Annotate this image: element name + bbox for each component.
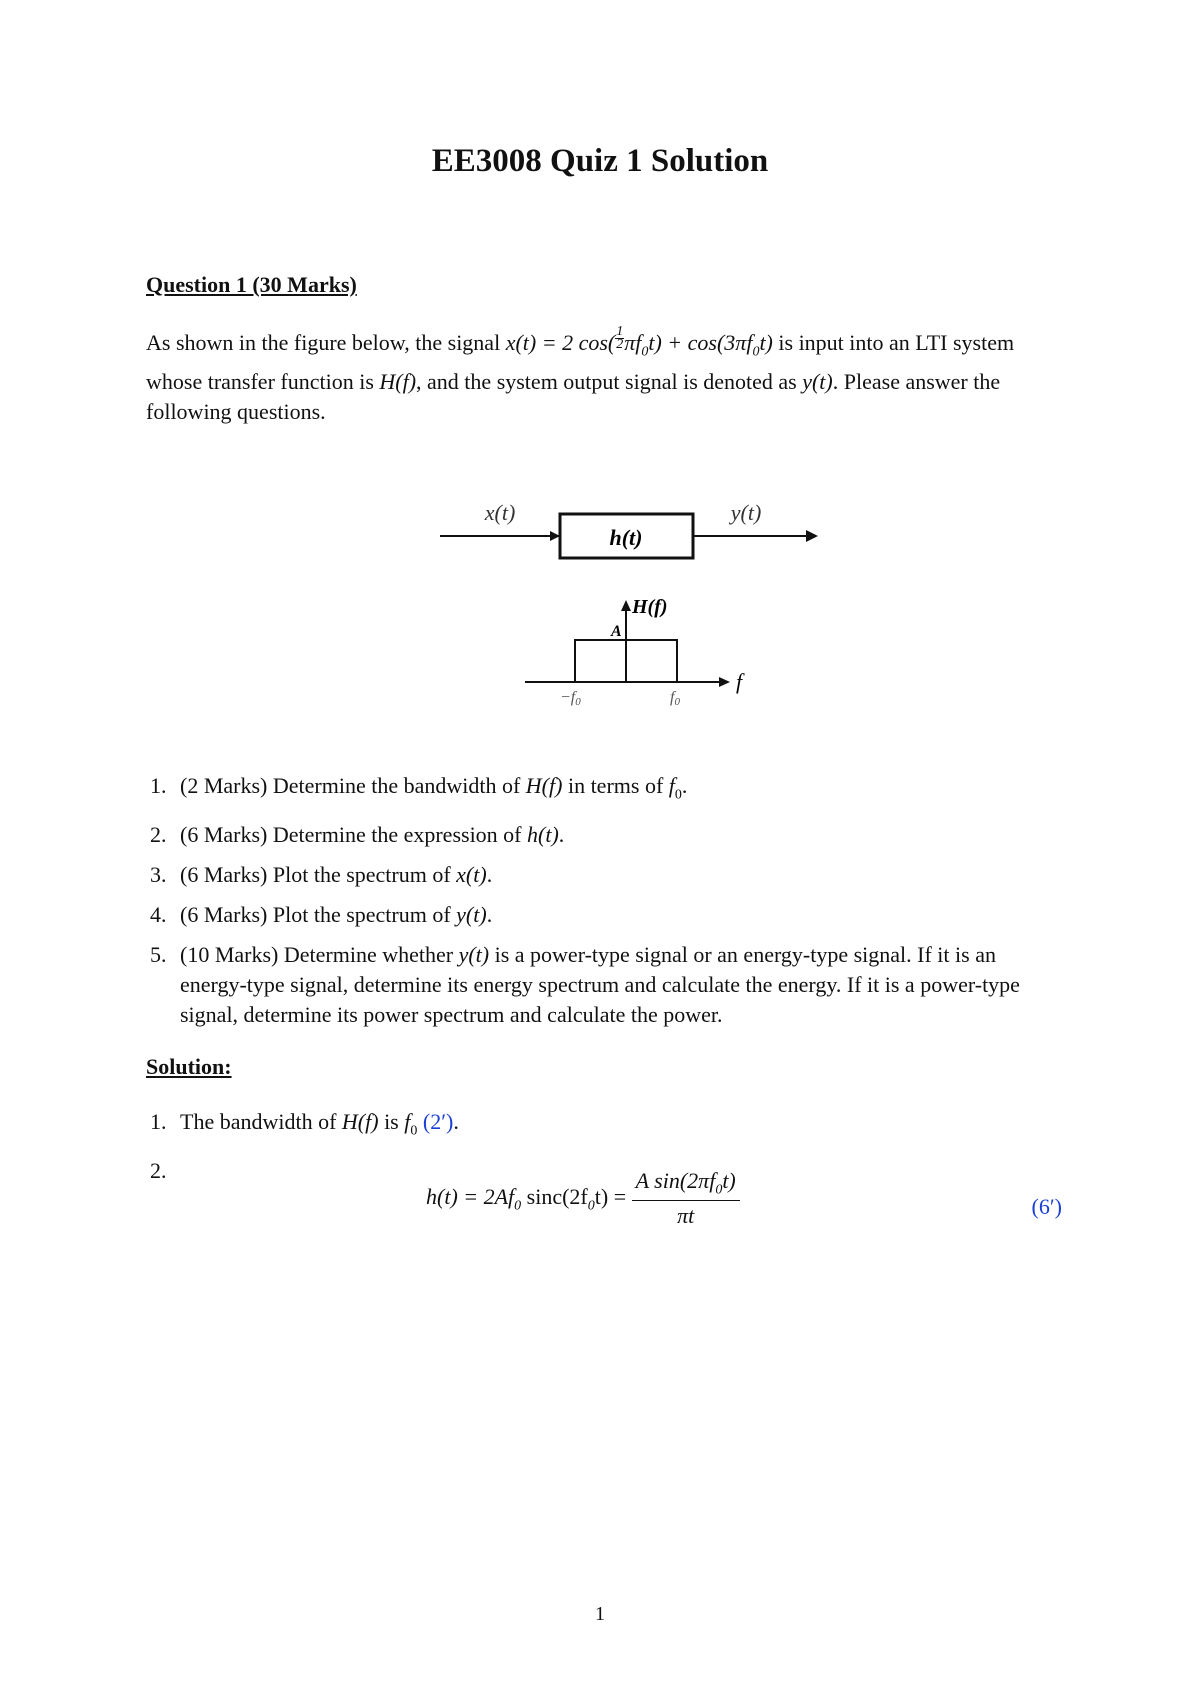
question-list bbox=[146, 771, 1062, 1040]
block-label: h(t) bbox=[609, 525, 643, 550]
intro-text-3: , and the system output signal is denoted as bbox=[416, 369, 803, 395]
question-item-2: 2. (6 Marks) Determine the expression of h(t). bbox=[150, 822, 565, 848]
solution-equation bbox=[146, 1168, 1062, 1248]
intro-text-2: is input into an LTI system whose transfer function is bbox=[146, 330, 1015, 395]
equation-fraction: $\frac{A \sin(2\pi f_0t)}{\pi t}$ bbox=[632, 1168, 740, 1229]
solution-1-mark: (2′) bbox=[422, 1109, 454, 1134]
f-axis-arrowhead bbox=[719, 677, 730, 687]
output-arrowhead bbox=[806, 530, 818, 542]
page-title: EE3008 Quiz 1 Solution bbox=[431, 143, 769, 179]
page-number: 1 bbox=[595, 1603, 605, 1625]
intro-text-4: . Please answer the following questions. bbox=[146, 369, 1001, 425]
yt-symbol: y(t) bbox=[802, 369, 833, 395]
Hf-symbol: H(f) bbox=[379, 369, 417, 395]
output-label: y(t) bbox=[730, 500, 762, 525]
H-label: H(f) bbox=[632, 596, 668, 618]
f-label: f bbox=[736, 669, 743, 694]
input-label: x(t) bbox=[484, 500, 516, 525]
x-equation: x(t) = 2 cos( $\frac{1}{2}$ $\pi f_0t) + \cos(3\pi f_0t)$ bbox=[505, 324, 773, 360]
neg-f0-label: −f0 bbox=[560, 689, 581, 708]
A-label: A bbox=[611, 623, 622, 640]
solution-2-mark: (6′) bbox=[1031, 1194, 1062, 1219]
intro-text-1: As shown in the figure below, the signal bbox=[146, 330, 506, 355]
H-axis-arrowhead bbox=[621, 600, 631, 611]
question-intro bbox=[146, 326, 1062, 427]
equation-body: $h(t) = 2Af_0$ $\sin c(2f_0t)$ = $\frac{A \sin(2\pi f_0t)}{\pi t}$ bbox=[426, 1168, 740, 1229]
solution-list: 1. The bandwidth of H(f) is $f_0$ (2′). 2. bbox=[146, 1107, 1062, 1156]
system-diagram bbox=[430, 490, 830, 720]
question-heading: Question 1 (30 Marks) bbox=[146, 272, 357, 297]
question-item-1: 1. (2 Marks) Determine the bandwidth of H(f) in terms of $f_0$. bbox=[150, 773, 688, 803]
question-item-4: 4. (6 Marks) Plot the spectrum of y(t). bbox=[150, 902, 493, 928]
pos-f0-label: f0 bbox=[670, 689, 680, 708]
solution-heading: Solution: bbox=[146, 1054, 232, 1079]
question-item-3: 3. (6 Marks) Plot the spectrum of x(t). bbox=[150, 862, 493, 888]
question-item-5: 5. (10 Marks) Determine whether y(t) is a power-type signal or an energy-type signal. If it is an energy-type signal, determine its energy spectrum and calculate the energy. If it is a power-type signal, determine its power spectrum and calculate the power. bbox=[150, 942, 1020, 1028]
solution-item-1: 1. The bandwidth of H(f) is $f_0$ (2′). bbox=[150, 1109, 459, 1139]
